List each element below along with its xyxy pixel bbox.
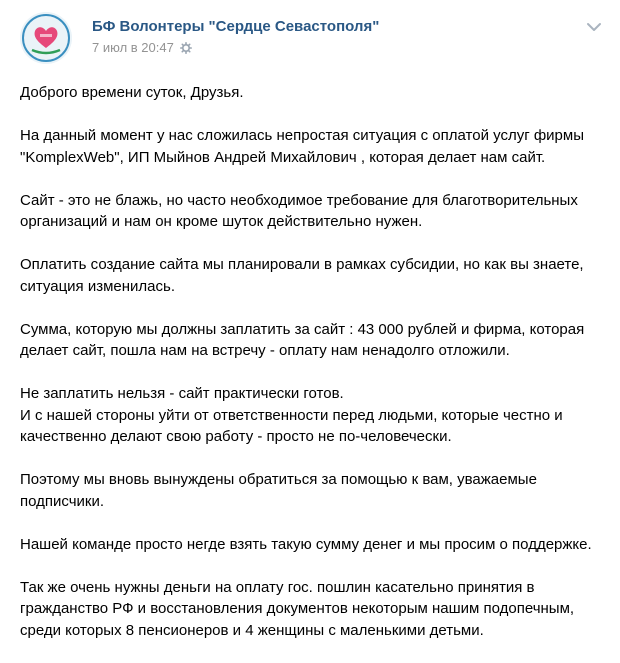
heart-logo-icon [20,12,72,64]
post-text [20,82,610,663]
chevron-down-icon[interactable] [586,22,602,32]
post-header [20,12,610,60]
post-paragraph: Так же очень нужны деньги на оплату гос. пошлин касательно принятия в гражданство РФ и восстановления документов некоторым нашим подопечным, среди которых 8 пенсионеров и 4 женщины с маленькими детьми. [20,578,575,639]
post-paragraph: На данный момент у нас сложилась непростая ситуация с оплатой услуг фирмы "KomplexWeb", ИП Мыйнов Андрей Михайлович , которая делает нам сайт. [20,127,584,166]
post-paragraph: Доброго времени суток, Друзья. [20,84,244,101]
avatar[interactable] [20,12,72,64]
post-paragraph: Не заплатить нельзя - сайт практически готов. И с нашей стороны уйти от ответственности перед людьми, которые честно и качественно делают свою работу - просто не по-человечески. [20,385,563,445]
post-author-link[interactable]: БФ Волонтеры "Сердце Севастополя" [92,18,380,35]
post-meta [92,40,192,55]
post-paragraph: Нашей команде просто негде взять такую сумму денег и мы просим о поддержке. [20,535,592,553]
post-paragraph: Оплатить создание сайта мы планировали в рамках субсидии, но как вы знаете, ситуация изменилась. [20,256,584,295]
gear-icon [180,42,192,54]
post-paragraph: Сайт - это не блажь, но часто необходимое требование для благотворительных организаций и нам он кроме шуток действительно нужен. [20,191,578,230]
post-timestamp[interactable]: 7 июл в 20:47 [92,40,174,55]
post-paragraph: Поэтому мы вновь вынуждены обратиться за помощью к вам, уважаемые подписчики. [20,471,537,510]
post-paragraph: Сумма, которую мы должны заплатить за сайт : 43 000 рублей и фирма, которая делает сайт, пошла нам на встречу - оплату нам ненадолго отложили. [20,320,585,359]
